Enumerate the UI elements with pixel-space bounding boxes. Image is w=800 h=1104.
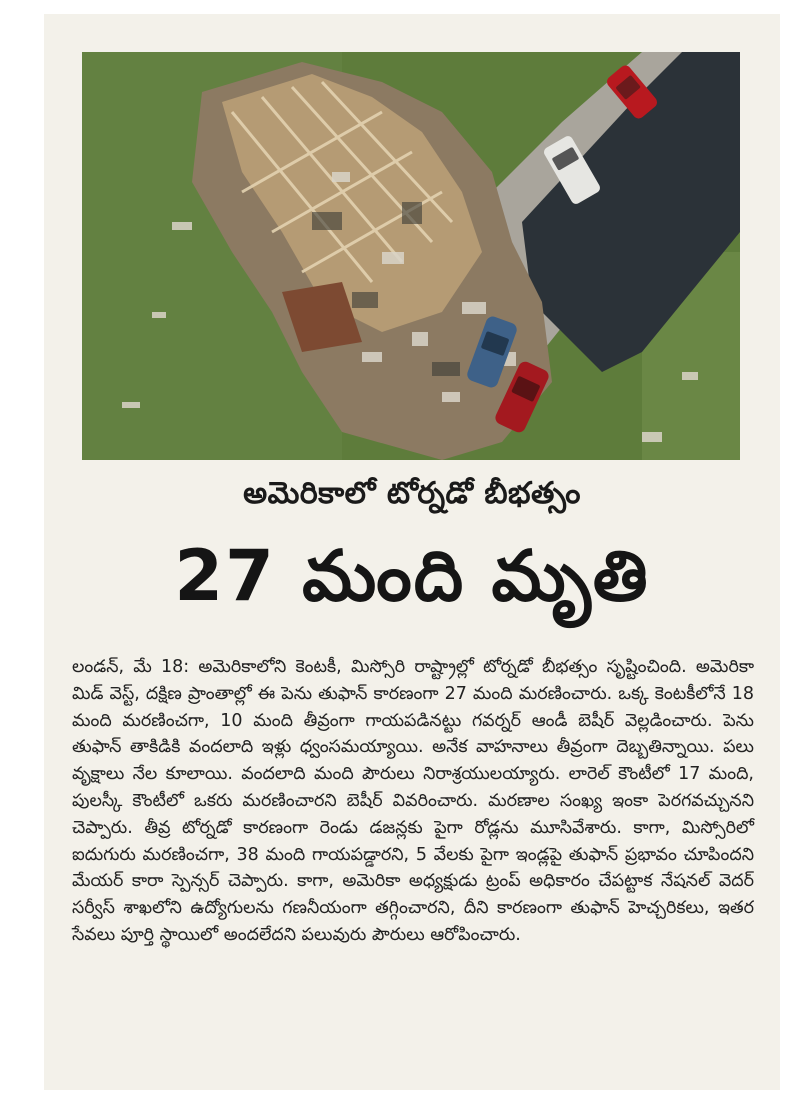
newspaper-clipping	[44, 14, 780, 1090]
article-headline: 27 మంది మృతి	[174, 535, 650, 617]
article-kicker: అమెరికాలో టోర్నడో బీభత్సం	[243, 476, 581, 511]
article-body	[72, 654, 754, 949]
aerial-tornado-damage-photo	[82, 52, 740, 460]
article-body-text: లండన్, మే 18: అమెరికాలోని కెంటకీ, మిస్సోరి రాష్ట్రాల్లో టోర్నడో బీభత్సం సృష్టించింది. అమెరికా మిడ్ వెస్ట్, దక్షిణ ప్రాంతాల్లో ఈ పెను తుఫాన్ కారణంగా 27 మంది మరణించారు. ఒక్క కెంటకీలోనే 18 మంది మరణించగా, 10 మంది తీవ్రంగా గాయపడినట్టు గవర్నర్ ఆండీ బెషీర్ వెల్లడించారు. పెను తుఫాన్ తాకిడికి వందలాది ఇళ్లు ధ్వంసమయ్యాయి. అనేక వాహనాలు తీవ్రంగా దెబ్బతిన్నాయి. పలు వృక్షాలు నేల కూలాయి. వందలాది మంది పౌరులు నిరాశ్రయులయ్యారు. లారెల్ కౌంటీలో 17 మంది, పులస్కీ కౌంటీలో ఒకరు మరణించారని బెషీర్ వివరించారు. మరణాల సంఖ్య ఇంకా పెరగవచ్చునని చెప్పారు. తీవ్ర టోర్నడో కారణంగా రెండు డజన్లకు పైగా రోడ్లను మూసివేశారు. కాగా, మిస్సోరిలో ఐదుగురు మరణించగా, 38 మంది గాయపడ్డారని, 5 వేలకు పైగా ఇండ్లపై తుఫాన్ ప్రభావం చూపిందని మేయర్ కారా స్పెన్సర్ చెప్పారు. కాగా, అమెరికా అధ్యక్షుడు ట్రంప్ అధికారం చేపట్టాక నేషనల్ వెదర్ సర్వీస్ శాఖలోని ఉద్యోగులను గణనీయంగా తగ్గించారని, దీని కారణంగా తుఫాన్ హెచ్చరికలు, ఇతర సేవలు పూర్తి స్థాయిలో అందలేదని పలువురు పౌరులు ఆరోపించారు.	[72, 657, 754, 945]
